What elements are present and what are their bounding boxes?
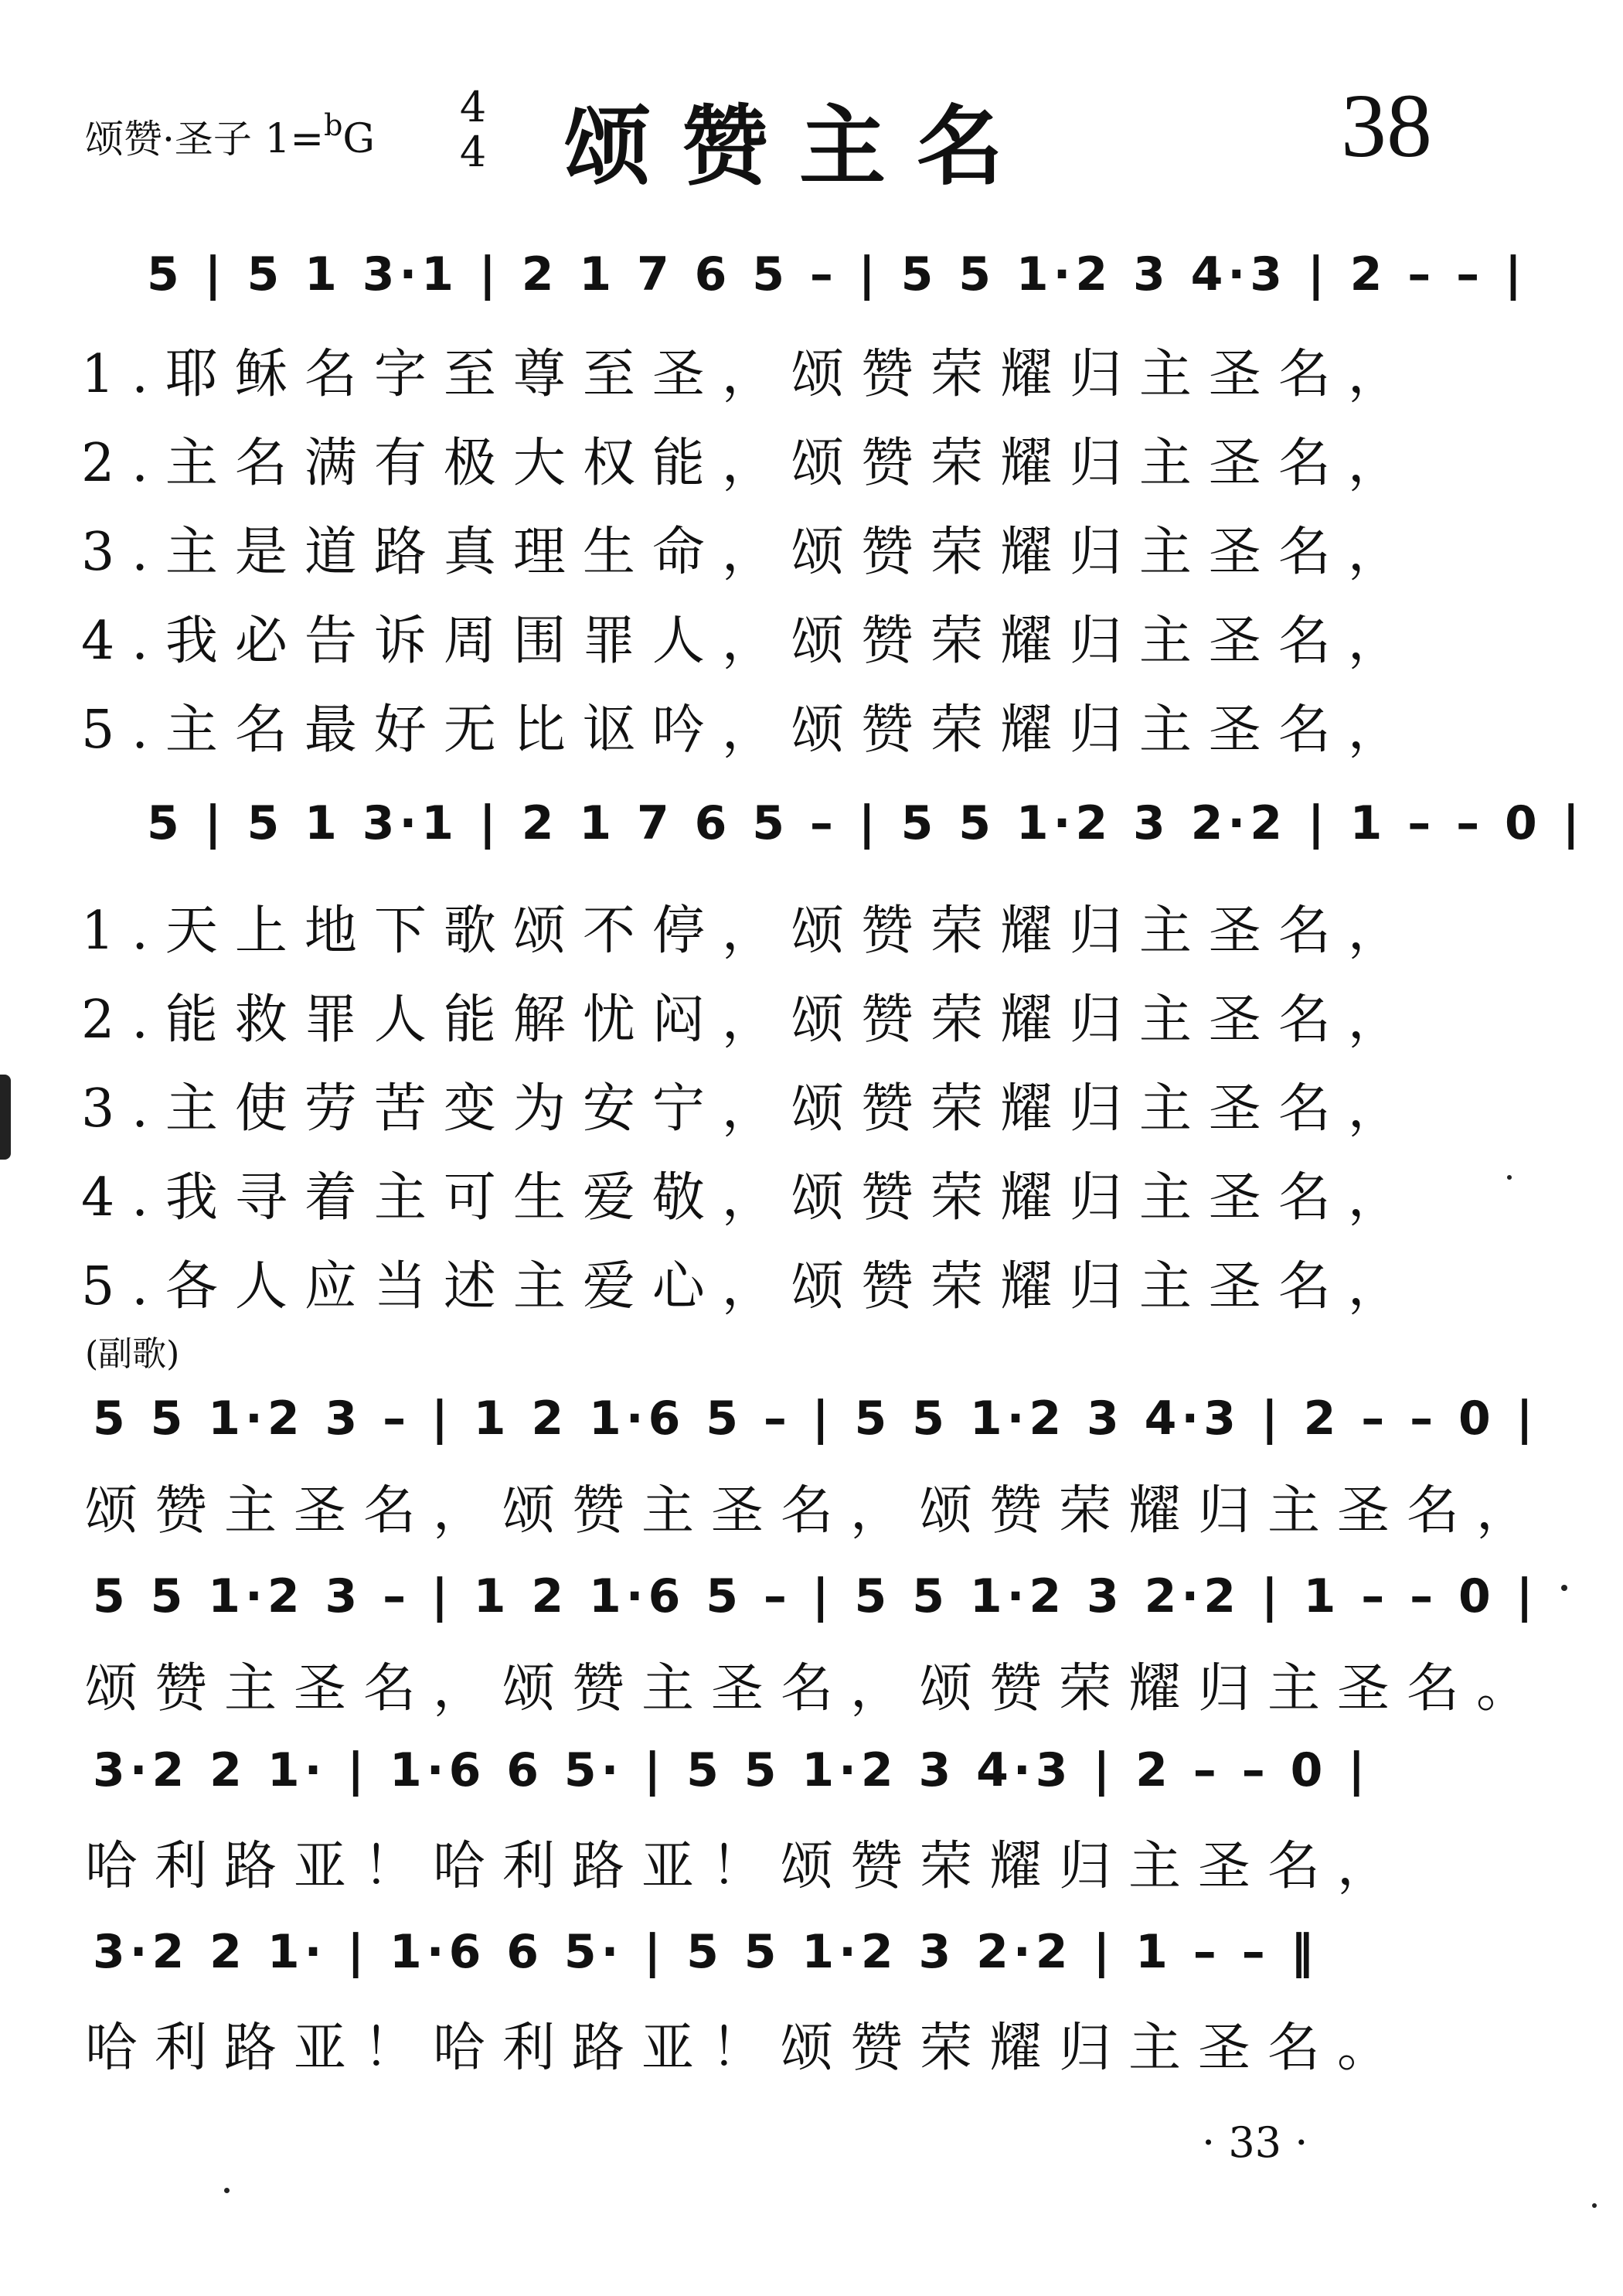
category-label: 颂赞·圣子 <box>85 117 252 162</box>
chorus-lyric: 哈利路亚！哈利路亚！颂赞荣耀归主圣名。 <box>85 2018 1407 2079</box>
verse-line: 2.能救罪人能解忧闷，颂赞荣耀归主圣名， <box>81 990 1417 1051</box>
chorus-lyric: 颂赞主圣名，颂赞主圣名，颂赞荣耀归主圣名。 <box>85 1658 1546 1719</box>
page-number: · 33 · <box>1202 2118 1308 2167</box>
key-note: G <box>342 116 375 162</box>
verse-line: 1.耶稣名字至尊至圣，颂赞荣耀归主圣名， <box>81 344 1417 405</box>
verse-line: 3.主使劳苦变为安宁，颂赞荣耀归主圣名， <box>81 1078 1417 1139</box>
verse-line: 3.主是道路真理生命，颂赞荣耀归主圣名， <box>81 522 1417 583</box>
chorus-notation: 5 5 1·2 3 – | 1 2 1·6 5 – | 5 5 1·2 3 4·3 | 2 – – 0 | <box>93 1392 1538 1446</box>
verse-line: 4.我寻着主可生爱敬，颂赞荣耀归主圣名， <box>81 1167 1417 1228</box>
scan-edge-mark <box>0 1075 11 1160</box>
page-title: 颂赞主名 <box>564 96 1034 197</box>
notation-line-1: 5 | 5 1 3·1 | 2 1 7 6 5 – | 5 5 1·2 3 4·3 | 2 – – | <box>147 247 1526 301</box>
verse-line: 2.主名满有极大权能，颂赞荣耀归主圣名， <box>81 433 1417 494</box>
chorus-notation: 5 5 1·2 3 – | 1 2 1·6 5 – | 5 5 1·2 3 2·2 | 1 – – 0 | <box>93 1569 1538 1623</box>
chorus-lyric: 哈利路亚！哈利路亚！颂赞荣耀归主圣名， <box>85 1836 1407 1897</box>
key-signature <box>264 108 375 162</box>
flat-sign: b <box>324 108 343 142</box>
chorus-notation: 3·2 2 1· | 1·6 6 5· | 5 5 1·2 3 2·2 | 1 – – ‖ <box>93 1925 1318 1979</box>
key-prefix: 1= <box>264 116 325 162</box>
chorus-lyric: 颂赞主圣名，颂赞主圣名，颂赞荣耀归主圣名， <box>85 1480 1546 1541</box>
scan-speck <box>1507 1175 1512 1180</box>
verse-line: 4.我必告诉周围罪人，颂赞荣耀归主圣名， <box>81 611 1417 672</box>
chorus-notation: 3·2 2 1· | 1·6 6 5· | 5 5 1·2 3 4·3 | 2 – – 0 | <box>93 1743 1370 1797</box>
hymn-number: 38 <box>1341 75 1432 176</box>
scan-speck <box>1592 2203 1597 2208</box>
verse-line: 5.各人应当述主爱心，颂赞荣耀归主圣名， <box>81 1256 1417 1317</box>
scan-speck <box>1561 1585 1567 1591</box>
time-signature <box>456 85 490 175</box>
hymn-meta <box>85 108 375 164</box>
time-signature-top: 4 <box>459 83 487 131</box>
chorus-label: (副歌) <box>85 1334 180 1374</box>
verse-line: 1.天上地下歌颂不停，颂赞荣耀归主圣名， <box>81 901 1417 962</box>
scan-speck <box>224 2188 230 2193</box>
notation-line-2: 5 | 5 1 3·1 | 2 1 7 6 5 – | 5 5 1·2 3 2·2 | 1 – – 0 | <box>147 796 1584 850</box>
time-signature-bottom: 4 <box>459 128 487 176</box>
verse-line: 5.主名最好无比讴吟，颂赞荣耀归主圣名， <box>81 700 1417 761</box>
